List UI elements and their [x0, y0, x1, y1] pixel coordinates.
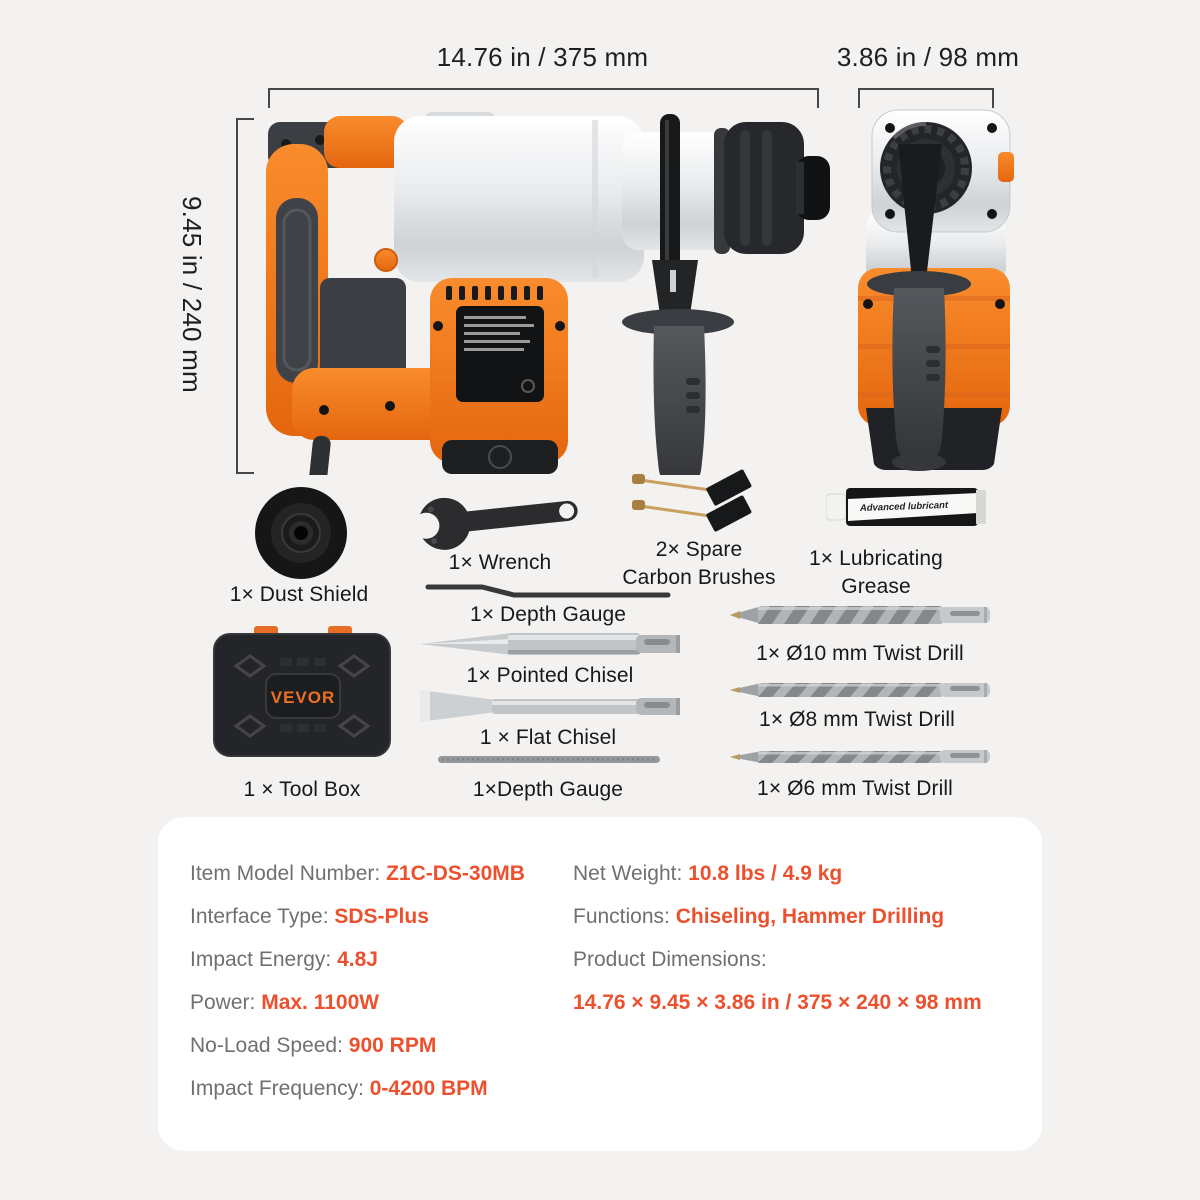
spec-model-number: Item Model Number: Z1C-DS-30MB [190, 862, 525, 885]
spec-interface-type: Interface Type: SDS-Plus [190, 905, 429, 928]
wrench-label: 1× Wrench [448, 551, 552, 574]
height-dimension-bracket [236, 118, 254, 474]
spec-impact-energy: Impact Energy: 4.8J [190, 948, 378, 971]
toolbox-label: 1 × Tool Box [243, 778, 361, 801]
spec-functions: Functions: Chiseling, Hammer Drilling [573, 905, 945, 928]
dust-shield-image [250, 486, 352, 587]
spec-column-left [190, 861, 525, 1119]
grease-label: 1× Lubricating Grease [809, 547, 943, 598]
pointed-chisel-label: 1× Pointed Chisel [466, 664, 634, 687]
twist-drill-6-image [726, 744, 994, 775]
pointed-chisel-image [416, 626, 684, 667]
spec-net-weight: Net Weight: 10.8 lbs / 4.9 kg [573, 862, 843, 885]
spec-product-dimensions-value: 14.76 × 9.45 × 3.86 in / 375 × 240 × 98 mm [573, 991, 982, 1014]
spec-power: Power: Max. 1100W [190, 991, 380, 1014]
depth-dimension-bracket [858, 88, 994, 108]
rotary-hammer-front-view [846, 108, 1021, 478]
svg-text:Advanced lubricant: Advanced lubricant [859, 499, 949, 514]
wrench-image [410, 480, 590, 555]
spec-product-dimensions-label: Product Dimensions: [573, 948, 767, 971]
flat-chisel-label: 1 × Flat Chisel [479, 726, 617, 749]
flat-chisel-image [416, 688, 684, 729]
spec-column-right [573, 861, 982, 1033]
height-dimension-label: 9.45 in / 240 mm [177, 195, 207, 393]
depth-gauge-b-image [436, 752, 664, 771]
grease-tube-image [826, 480, 991, 540]
spec-impact-frequency: Impact Frequency: 0-4200 BPM [190, 1077, 488, 1100]
width-dimension-bracket [268, 88, 819, 108]
twist-drill-10-image [726, 598, 994, 637]
spec-no-load-speed: No-Load Speed: 900 RPM [190, 1034, 437, 1057]
width-dimension-label: 14.76 in / 375 mm [436, 42, 649, 72]
twist-drill-6-label: 1× Ø6 mm Twist Drill [757, 777, 953, 800]
twist-drill-10-label: 1× Ø10 mm Twist Drill [756, 642, 964, 665]
spec-panel [158, 817, 1042, 1151]
toolbox-image [210, 624, 395, 771]
carbon-brushes-image [630, 466, 770, 537]
twist-drill-8-label: 1× Ø8 mm Twist Drill [759, 708, 955, 731]
dust-shield-label: 1× Dust Shield [229, 583, 369, 606]
rotary-hammer-side-view [262, 110, 832, 480]
twist-drill-8-image [726, 676, 994, 709]
depth-gauge-b-label: 1×Depth Gauge [472, 778, 624, 801]
carbon-brushes-label: 2× Spare Carbon Brushes [622, 538, 776, 589]
spec-sticker [456, 306, 544, 402]
depth-gauge-a-label: 1× Depth Gauge [469, 603, 627, 626]
depth-dimension-label: 3.86 in / 98 mm [836, 42, 1020, 72]
svg-text:VEVOR: VEVOR [270, 688, 336, 707]
